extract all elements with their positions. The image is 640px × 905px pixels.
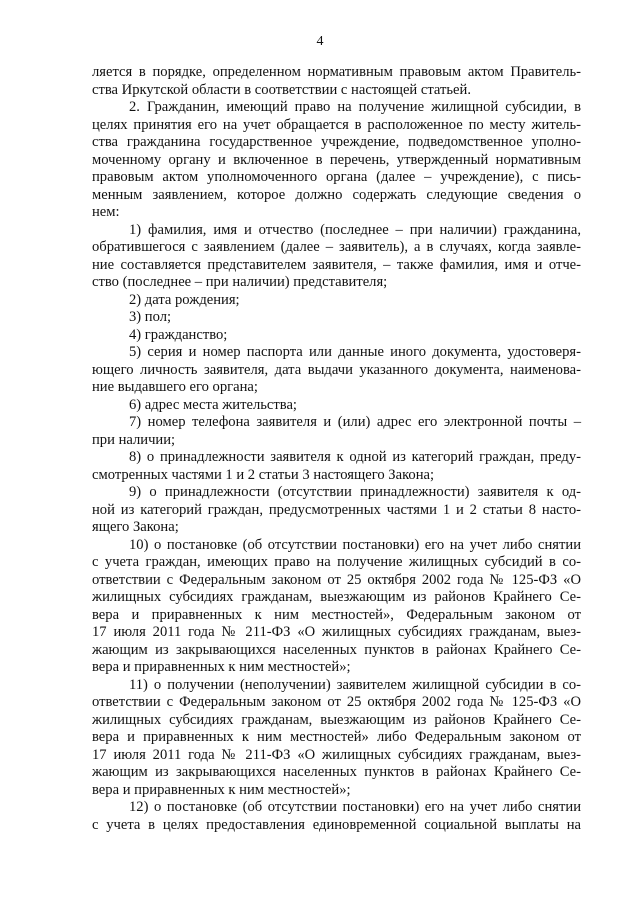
text-line: жающим из закрывающихся населенных пунктов в районах Крайнего Се-	[92, 641, 581, 658]
text-line: вера и приравненных к ним местностей» либо Федеральным законом от	[92, 729, 581, 745]
text-line: 2) дата рождения;	[129, 291, 240, 308]
paragraph	[92, 677, 581, 800]
text-line: 3) пол;	[129, 309, 172, 325]
paragraph	[92, 99, 581, 222]
text-line: 6) адрес места жительства;	[129, 396, 297, 413]
text-line: 10) о постановке (об отсутствии постановки) его на учет либо снятии	[129, 536, 581, 553]
text-line: ответствии с Федеральным законом от 25 октября 2002 года № 125-ФЗ «О	[92, 694, 581, 710]
text-line: 7) номер телефона заявителя и (или) адрес его электронной почты –	[129, 414, 581, 430]
text-line: целях принятия его на учет обращается в расположенное по месту житель-	[92, 116, 581, 133]
text-line: ящего Закона;	[92, 519, 179, 535]
text-line: с учета граждан, имеющих право на получение жилищных субсидий в со-	[92, 554, 581, 570]
paragraph	[92, 64, 581, 99]
paragraph	[92, 309, 581, 327]
text-line: жилищных субсидиях гражданам, выезжающим из районов Крайнего Се-	[92, 711, 581, 728]
text-line: ства Иркутской области в соответствии с настоящей статьей.	[92, 81, 471, 98]
text-line: вера и приравненных к ним местностей»;	[92, 781, 351, 798]
text-line: вера и приравненных к ним местностей»;	[92, 659, 351, 675]
text-line: нем:	[92, 204, 120, 220]
text-line: жилищных субсидиях гражданам, выезжающим из районов Крайнего Се-	[92, 589, 581, 605]
paragraph	[92, 397, 581, 415]
text-line: 17 июля 2011 года № 211-ФЗ «О жилищных субсидиях гражданам, выез-	[92, 624, 581, 640]
text-line: ляется в порядке, определенном нормативным правовым актом Правитель-	[92, 64, 581, 80]
paragraph	[92, 222, 581, 292]
text-line: моченному органу и включенное в перечень, утвержденный нормативным	[92, 151, 581, 168]
paragraph	[92, 292, 581, 310]
text-line: ющего личность заявителя, дата выдачи указанного документа, наименова-	[92, 361, 581, 378]
text-line: 17 июля 2011 года № 211-ФЗ «О жилищных субсидиях гражданам, выез-	[92, 746, 581, 763]
paragraph	[92, 537, 581, 677]
paragraph	[92, 799, 581, 834]
paragraph	[92, 449, 581, 484]
text-line: смотренных частями 1 и 2 статьи 3 настоящего Закона;	[92, 466, 435, 483]
text-line: ной из категорий граждан, предусмотренных частями 1 и 2 статьи 8 насто-	[92, 501, 581, 518]
document-body	[92, 64, 581, 834]
paragraph	[92, 484, 581, 537]
text-line: жающим из закрывающихся населенных пунктов в районах Крайнего Се-	[92, 764, 581, 780]
text-line: 1) фамилия, имя и отчество (последнее – при наличии) гражданина,	[129, 221, 581, 238]
text-line: правовым актом уполномоченного органа (далее – учреждение), с пись-	[92, 169, 581, 185]
text-line: менным заявлением, которое должно содержать следующие сведения о	[92, 186, 581, 203]
text-line: 9) о принадлежности (отсутствии принадлежности) заявителя к од-	[129, 484, 581, 500]
paragraph	[92, 327, 581, 345]
text-line: 8) о принадлежности заявителя к одной из категорий граждан, преду-	[129, 449, 581, 465]
text-line: 4) гражданство;	[129, 326, 228, 343]
text-line: ства гражданина государственное учреждение, подведомственное уполно-	[92, 134, 581, 150]
text-line: ние выдавшего его органа;	[92, 379, 258, 395]
text-line: ответствии с Федеральным законом от 25 октября 2002 года № 125-ФЗ «О	[92, 571, 581, 588]
text-line: 11) о получении (неполучении) заявителем жилищной субсидии в со-	[129, 676, 581, 693]
text-line: обратившегося с заявлением (далее – заявитель), а в случаях, когда заявле-	[92, 239, 581, 255]
text-line: ние составляется представителем заявителя, – также фамилия, имя и отче-	[92, 256, 581, 273]
text-line: 12) о постановке (об отсутствии постановки) его на учет либо снятии	[129, 799, 581, 815]
text-line: вера и приравненных к ним местностей», Федеральным законом от	[92, 606, 581, 623]
text-line: ство (последнее – при наличии) представителя;	[92, 274, 388, 290]
text-line: с учета в целях предоставления единовременной социальной выплаты на	[92, 816, 581, 833]
text-line: 5) серия и номер паспорта или данные иного документа, удостоверя-	[129, 344, 581, 360]
text-line: при наличии;	[92, 431, 176, 448]
paragraph	[92, 414, 581, 449]
text-line: 2. Гражданин, имеющий право на получение жилищной субсидии, в	[129, 99, 581, 115]
paragraph	[92, 344, 581, 397]
page-number: 4	[316, 34, 324, 49]
